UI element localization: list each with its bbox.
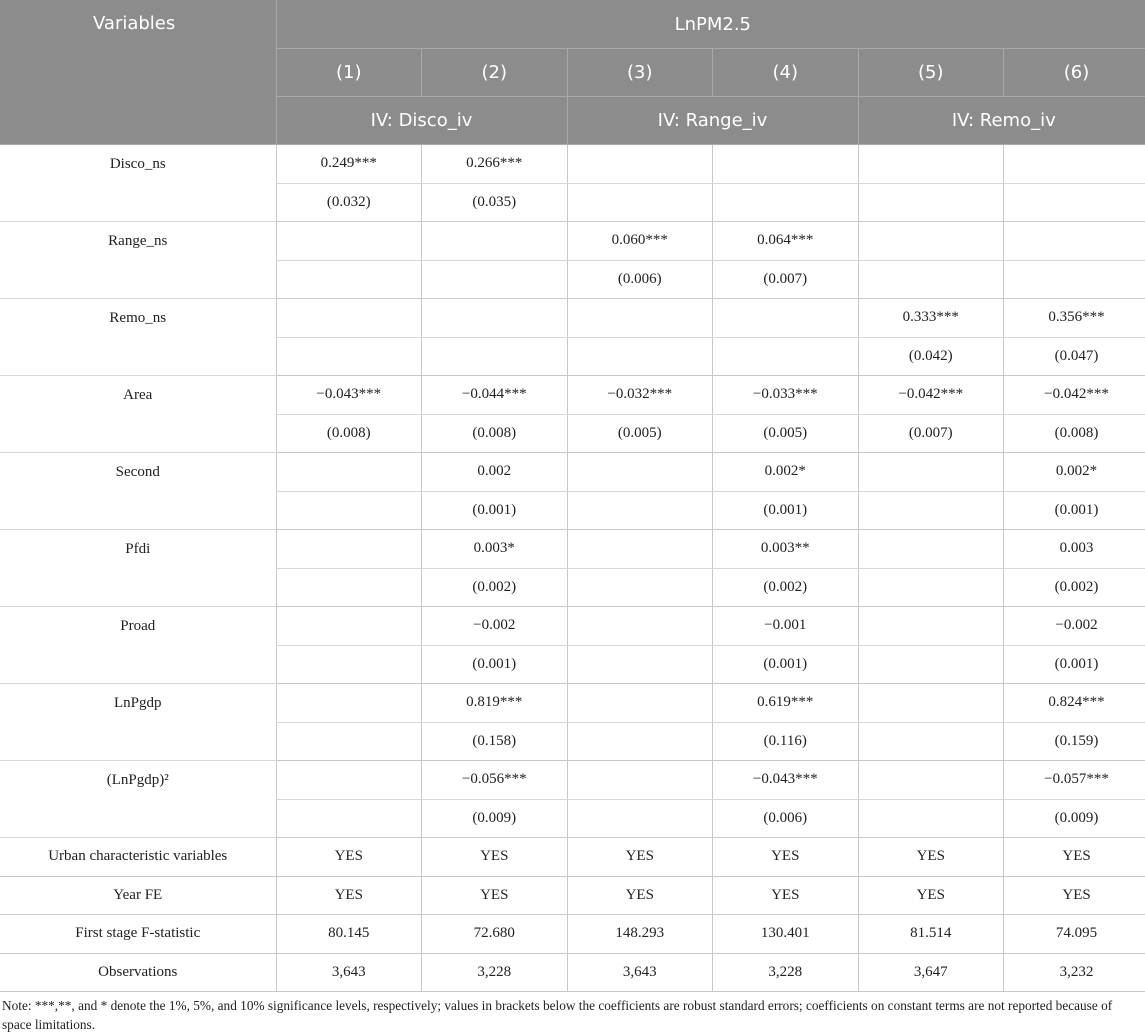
table-row [0, 876, 1145, 915]
table-row [0, 607, 1145, 646]
standard-error-cell: (0.042) [858, 337, 1004, 376]
standard-error-cell: (0.007) [858, 414, 1004, 453]
value-cell: 74.095 [1004, 915, 1145, 954]
value-cell: 130.401 [713, 915, 859, 954]
standard-error-cell: (0.008) [276, 414, 422, 453]
dependent-variable-header: LnPM2.5 [276, 0, 1145, 49]
value-cell: 3,647 [858, 953, 1004, 992]
coefficient-cell [276, 222, 422, 261]
standard-error-cell: (0.009) [1004, 799, 1145, 838]
standard-error-cell: (0.032) [276, 183, 422, 222]
variable-name: Year FE [0, 876, 276, 915]
coefficient-cell [858, 453, 1004, 492]
table-row [0, 530, 1145, 569]
column-number-header: (4) [713, 49, 859, 97]
standard-error-cell [276, 645, 422, 684]
value-cell: YES [1004, 876, 1145, 915]
standard-error-cell: (0.002) [422, 568, 568, 607]
coefficient-cell [567, 607, 713, 646]
coefficient-cell [276, 299, 422, 338]
table-row [0, 222, 1145, 261]
value-cell: YES [276, 838, 422, 877]
standard-error-cell: (0.159) [1004, 722, 1145, 761]
standard-error-cell [567, 337, 713, 376]
standard-error-cell [276, 568, 422, 607]
variable-name: Range_ns [0, 222, 276, 299]
standard-error-cell [858, 722, 1004, 761]
coefficient-cell: 0.002* [713, 453, 859, 492]
coefficient-cell: −0.057*** [1004, 761, 1145, 800]
coefficient-cell [858, 607, 1004, 646]
coefficient-cell: 0.819*** [422, 684, 568, 723]
value-cell: 3,643 [567, 953, 713, 992]
column-number-header: (3) [567, 49, 713, 97]
coefficient-cell [1004, 145, 1145, 184]
column-number-header: (5) [858, 49, 1004, 97]
coefficient-cell: 0.003 [1004, 530, 1145, 569]
standard-error-cell [422, 260, 568, 299]
standard-error-cell: (0.008) [422, 414, 568, 453]
value-cell: YES [422, 876, 568, 915]
standard-error-cell: (0.006) [567, 260, 713, 299]
value-cell: YES [422, 838, 568, 877]
coefficient-cell: −0.002 [1004, 607, 1145, 646]
standard-error-cell [276, 260, 422, 299]
coefficient-cell [567, 453, 713, 492]
coefficient-cell [858, 684, 1004, 723]
coefficient-cell [858, 530, 1004, 569]
coefficient-cell: −0.001 [713, 607, 859, 646]
variable-name: Area [0, 376, 276, 453]
standard-error-cell: (0.007) [713, 260, 859, 299]
variable-name: Proad [0, 607, 276, 684]
standard-error-cell: (0.035) [422, 183, 568, 222]
coefficient-cell: 0.003* [422, 530, 568, 569]
table-row [0, 299, 1145, 338]
standard-error-cell [858, 491, 1004, 530]
coefficient-cell [567, 145, 713, 184]
standard-error-cell [1004, 260, 1145, 299]
standard-error-cell [567, 722, 713, 761]
variable-name: Remo_ns [0, 299, 276, 376]
table-row [0, 145, 1145, 184]
standard-error-cell [1004, 183, 1145, 222]
variable-name: Observations [0, 953, 276, 992]
standard-error-cell [567, 799, 713, 838]
coefficient-cell [858, 222, 1004, 261]
coefficient-cell: −0.044*** [422, 376, 568, 415]
coefficient-cell: 0.002 [422, 453, 568, 492]
table-body [0, 145, 1145, 992]
table-row [0, 761, 1145, 800]
coefficient-cell: 0.003** [713, 530, 859, 569]
value-cell: YES [713, 838, 859, 877]
standard-error-cell: (0.001) [422, 645, 568, 684]
coefficient-cell [276, 761, 422, 800]
coefficient-cell: 0.064*** [713, 222, 859, 261]
value-cell: 3,643 [276, 953, 422, 992]
value-cell: 3,228 [713, 953, 859, 992]
standard-error-cell: (0.005) [567, 414, 713, 453]
standard-error-cell: (0.002) [713, 568, 859, 607]
variables-header: Variables [0, 0, 276, 145]
value-cell: 80.145 [276, 915, 422, 954]
standard-error-cell: (0.008) [1004, 414, 1145, 453]
standard-error-cell [713, 183, 859, 222]
standard-error-cell: (0.001) [713, 491, 859, 530]
standard-error-cell [858, 260, 1004, 299]
coefficient-cell [567, 684, 713, 723]
table-row [0, 953, 1145, 992]
coefficient-cell: −0.043*** [276, 376, 422, 415]
variable-name: (LnPgdp)² [0, 761, 276, 838]
coefficient-cell: −0.032*** [567, 376, 713, 415]
coefficient-cell: 0.333*** [858, 299, 1004, 338]
coefficient-cell: −0.002 [422, 607, 568, 646]
value-cell: YES [1004, 838, 1145, 877]
coefficient-cell: −0.042*** [1004, 376, 1145, 415]
coefficient-cell [567, 761, 713, 800]
value-cell: YES [858, 838, 1004, 877]
variable-name: LnPgdp [0, 684, 276, 761]
value-cell: YES [276, 876, 422, 915]
coefficient-cell: −0.043*** [713, 761, 859, 800]
variable-name: Disco_ns [0, 145, 276, 222]
value-cell: 148.293 [567, 915, 713, 954]
coefficient-cell: −0.042*** [858, 376, 1004, 415]
iv-group-header: IV: Disco_iv [276, 97, 567, 145]
coefficient-cell: −0.033*** [713, 376, 859, 415]
coefficient-cell: 0.824*** [1004, 684, 1145, 723]
value-cell: YES [858, 876, 1004, 915]
coefficient-cell: 0.266*** [422, 145, 568, 184]
standard-error-cell [567, 645, 713, 684]
standard-error-cell: (0.002) [1004, 568, 1145, 607]
coefficient-cell [858, 761, 1004, 800]
variable-name: Urban characteristic variables [0, 838, 276, 877]
table-row [0, 453, 1145, 492]
table-row [0, 838, 1145, 877]
iv-group-header: IV: Remo_iv [858, 97, 1145, 145]
coefficient-cell: 0.249*** [276, 145, 422, 184]
standard-error-cell [858, 645, 1004, 684]
coefficient-cell: −0.056*** [422, 761, 568, 800]
standard-error-cell [858, 799, 1004, 838]
coefficient-cell [276, 453, 422, 492]
standard-error-cell: (0.116) [713, 722, 859, 761]
coefficient-cell [422, 299, 568, 338]
table-header [0, 0, 1145, 145]
standard-error-cell [422, 337, 568, 376]
value-cell: 3,228 [422, 953, 568, 992]
coefficient-cell: 0.002* [1004, 453, 1145, 492]
coefficient-cell [858, 145, 1004, 184]
value-cell: 3,232 [1004, 953, 1145, 992]
coefficient-cell [1004, 222, 1145, 261]
coefficient-cell [422, 222, 568, 261]
standard-error-cell: (0.005) [713, 414, 859, 453]
value-cell: YES [567, 876, 713, 915]
standard-error-cell: (0.001) [1004, 491, 1145, 530]
coefficient-cell: 0.619*** [713, 684, 859, 723]
variable-name: Second [0, 453, 276, 530]
coefficient-cell [713, 145, 859, 184]
standard-error-cell: (0.047) [1004, 337, 1145, 376]
value-cell: YES [567, 838, 713, 877]
column-number-header: (2) [422, 49, 568, 97]
standard-error-cell [567, 183, 713, 222]
coefficient-cell [276, 530, 422, 569]
coefficient-cell [713, 299, 859, 338]
standard-error-cell: (0.009) [422, 799, 568, 838]
value-cell: 81.514 [858, 915, 1004, 954]
value-cell: YES [713, 876, 859, 915]
standard-error-cell [713, 337, 859, 376]
value-cell: 72.680 [422, 915, 568, 954]
standard-error-cell [276, 491, 422, 530]
standard-error-cell [276, 337, 422, 376]
standard-error-cell [567, 491, 713, 530]
standard-error-cell [276, 799, 422, 838]
column-number-header: (6) [1004, 49, 1145, 97]
standard-error-cell: (0.006) [713, 799, 859, 838]
standard-error-cell [858, 568, 1004, 607]
coefficient-cell [567, 299, 713, 338]
coefficient-cell: 0.060*** [567, 222, 713, 261]
table-row [0, 684, 1145, 723]
coefficient-cell [276, 607, 422, 646]
coefficient-cell [567, 530, 713, 569]
variable-name: Pfdi [0, 530, 276, 607]
coefficient-cell [276, 684, 422, 723]
standard-error-cell [276, 722, 422, 761]
coefficient-cell: 0.356*** [1004, 299, 1145, 338]
table-row [0, 915, 1145, 954]
standard-error-cell [567, 568, 713, 607]
standard-error-cell: (0.158) [422, 722, 568, 761]
table-note: Note: ***,**, and * denote the 1%, 5%, and 10% significance levels, respectively; values in brackets below the coefficients are robust standard errors; coefficients on constant terms are not reported because of space limitations. [2, 998, 1113, 1032]
standard-error-cell: (0.001) [713, 645, 859, 684]
standard-error-cell: (0.001) [422, 491, 568, 530]
table-row [0, 376, 1145, 415]
standard-error-cell [858, 183, 1004, 222]
column-number-header: (1) [276, 49, 422, 97]
variable-name: First stage F-statistic [0, 915, 276, 954]
standard-error-cell: (0.001) [1004, 645, 1145, 684]
iv-group-header: IV: Range_iv [567, 97, 858, 145]
